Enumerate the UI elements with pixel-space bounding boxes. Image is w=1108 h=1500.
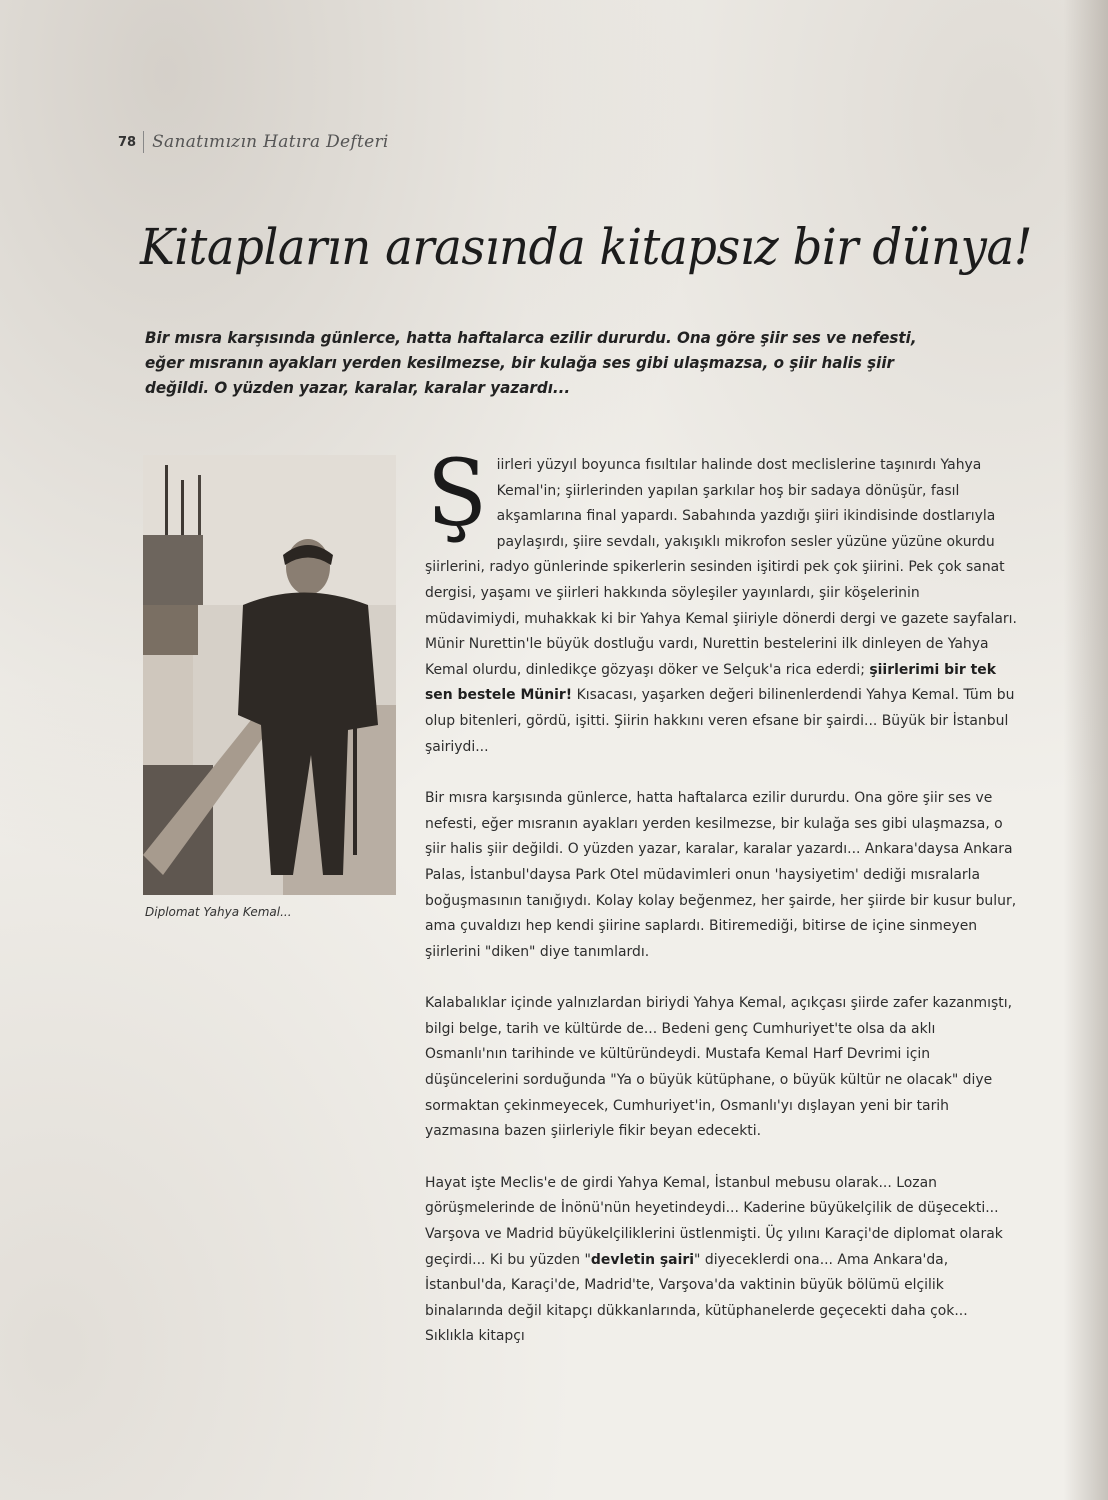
header-divider — [143, 131, 144, 153]
body-paragraph: Bir mısra karşısında günlerce, hatta haftalarca ezilir dururdu. Ona göre şiir ses ve nefesti, eğer mısranın ayakları yerden kesilmezse, bir kulağa ses gibi ulaşmazsa, o şiir halis şiir değildi. O yüzden yazar, karalar, karalar yazardı... Ankara'daysa Ankara Palas, İstanbul'daysa Park Otel müdavimleri onun 'haysiyetim' dediği mısralarla boğuşmasının tanığıydı. Kolay kolay beğenmez, her şairde, her şiirde bir kusur bulur, ama çuvaldızı hep kendi şiirine saplardı. Bitiremediği, bitirse de içine sinmeyen şiirlerini "diken" diye tanımlardı. — [425, 789, 1017, 960]
photo-illustration — [143, 455, 396, 895]
page-number: 78 — [118, 134, 137, 150]
photo-caption: Diplomat Yahya Kemal... — [145, 905, 292, 919]
body-paragraph — [425, 1170, 1017, 1349]
body-paragraph: Kalabalıklar içinde yalnızlardan biriydi Yahya Kemal, açıkçası şiirde zafer kazanmıştı, bilgi belge, tarih ve kültürde de... Bedeni genç Cumhuriyet'te olsa da aklı Osmanlı'nın tarihinde ve kültüründeydi. Mustafa Kemal Harf Devrimi için düşüncelerini sorduğunda "Ya o büyük kütüphane, o büyük kültür ne olacak" diye sormaktan çekinmeyecek, Cumhuriyet'in, Osmanlı'yı dışlayan yeni bir tarih yazmasına bazen şiirleriyle fikir beyan edecekti. — [425, 994, 1013, 1140]
drop-cap: Ş — [426, 440, 488, 547]
paragraph-text: Hayat işte Meclis'e de girdi Yahya Kemal, İstanbul mebusu olarak... Lozan görüşmelerinde de İnönü'nün heyetindeydi... Kaderine büyükelçilik de düşecekti... Varşova ve Madrid büyükelçiliklerini üstlenmişti. Üç yılını Karaçi'de diplomat olarak geçirdi... Ki bu yüzden " — [425, 1173, 1003, 1268]
article-photo — [143, 455, 396, 895]
bold-quote: şiirlerimi bir tek sen bestele Münir! — [425, 660, 996, 704]
paragraph-text: iirleri yüzyıl boyunca fısıltılar halinde dost meclislerine taşınırdı Yahya Kemal'in; şiirlerinden yapılan şarkılar hoş bir sadaya dönüşür, fasıl akşamlarına final yapardı. Sabahında yazdığı şiiri ikindisinde dostlarıyla paylaşırdı, şiire sevdalı, yakışıklı mikrofon sesler yüzüne yüzüne okurdu şiirlerini, radyo günlerinde spikerlerin sesinden işitirdi pek çok şiirini. Pek çok sanat dergisi, yaşamı ve şiirleri hakkında söyleşiler yayınlardı, şiir köşelerinin müdavimiydi, muhakkak ki bir Yahya Kemal şiiriyle dönerdi dergi ve gazete sayfaları. Münir Nurettin'le büyük dostluğu vardı, Nurettin bestelerini ilk dinleyen de Yahya Kemal olurdu, dinledikçe gözyaşı döker ve Selçuk'a rica ederdi; — [425, 456, 1017, 678]
body-paragraph — [425, 440, 1017, 759]
article-lead: Bir mısra karşısında günlerce, hatta haftalarca ezilir dururdu. Ona göre şiir ses ve nefesti, eğer mısranın ayakları yerden kesilmezse, bir kulağa ses gibi ulaşmazsa, o şiir halis şiir değildi. O yüzden yazar, karalar, karalar yazardı... — [145, 328, 917, 397]
article-headline: Kitapların arasında kitapsız bir dünya! — [140, 218, 1032, 276]
article-body — [425, 440, 1017, 1375]
paragraph-text: Kısacası, yaşarken değeri bilinenlerdendi Yahya Kemal. Tüm bu olup bitenleri, gördü, işitti. Şiirin hakkını veren efsane bir şairdi... Büyük bir İstanbul şairiydi... — [425, 686, 1015, 755]
publication-title: Sanatımızın Hatıra Defteri — [152, 132, 389, 152]
paragraph-text: " diyeceklerdi ona... Ama Ankara'da, İstanbul'da, Karaçi'de, Madrid'te, Varşova'da vaktinin büyük bölümü elçilik binalarında değil kitapçı dükkanlarında, kütüphanelerde geçecekti daha çok... Sıklıkla kitapçı — [425, 1250, 968, 1345]
bold-phrase: devletin şairi — [590, 1250, 695, 1268]
page-header — [118, 131, 389, 153]
